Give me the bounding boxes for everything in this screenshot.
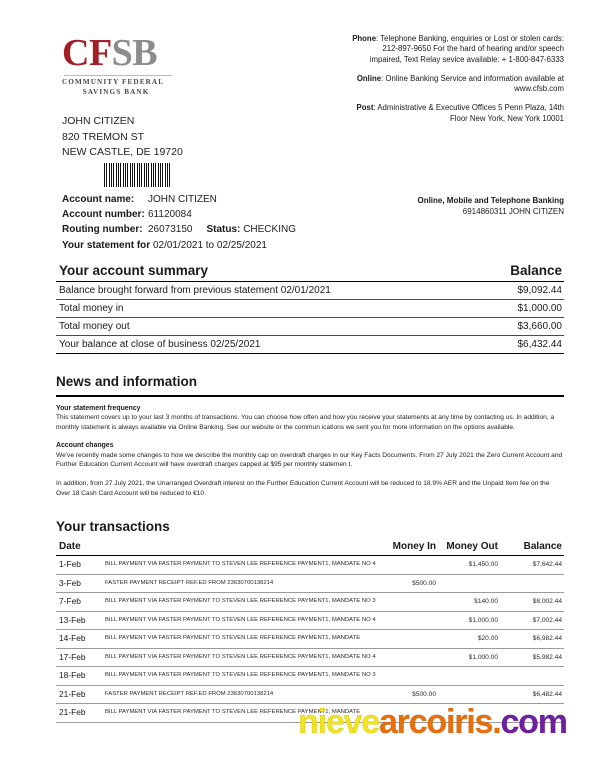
tx-money-out xyxy=(438,685,500,704)
watermark xyxy=(298,703,567,742)
table-row xyxy=(56,630,564,649)
transactions-header-row xyxy=(56,539,564,556)
tx-balance: $7,642.44 xyxy=(500,556,564,575)
summary-row-label: Balance brought forward from previous statement 02/01/2021 xyxy=(56,281,478,299)
account-name-row xyxy=(62,192,296,207)
summary-title: Your account summary xyxy=(56,260,478,282)
contact-post xyxy=(349,103,564,124)
account-name-value: JOHN CITIZEN xyxy=(148,193,217,205)
tx-money-in xyxy=(380,648,438,667)
tx-date: 13-Feb xyxy=(56,611,102,630)
news-block-heading: Account changes xyxy=(56,442,114,450)
logo-divider xyxy=(64,75,172,76)
tx-date: 17-Feb xyxy=(56,648,102,667)
tx-date: 7-Feb xyxy=(56,593,102,612)
tx-balance: $6,482.44 xyxy=(500,685,564,704)
table-row xyxy=(56,335,564,353)
tx-money-in xyxy=(380,593,438,612)
omt-value: 6914860311 JOHN CITIZEN xyxy=(462,206,564,216)
bank-logo-block xyxy=(62,34,272,161)
logo-text-cf: CF xyxy=(62,32,112,74)
contact-online-label: Online xyxy=(356,73,382,83)
table-row xyxy=(56,685,564,704)
contact-information xyxy=(349,34,564,161)
table-row xyxy=(56,611,564,630)
tx-money-in xyxy=(380,611,438,630)
tx-money-in xyxy=(380,556,438,575)
tx-description: FASTER PAYMENT RECEIPT REF.ED FROM 23630700138214 xyxy=(102,685,380,704)
account-number-label: Account number: xyxy=(62,208,145,220)
barcode-icon xyxy=(104,163,170,187)
tx-date: 14-Feb xyxy=(56,630,102,649)
table-row xyxy=(56,574,564,593)
account-status-value: CHECKING xyxy=(243,223,296,235)
contact-phone-text: : Telephone Banking, enquiries or Lost or stolen cards: 212-897-9650 For the hard of hearing and/or speech impaired, Text Relay sevice available: + 1-800-847-6333 xyxy=(369,34,564,64)
tx-description: BILL PAYMENT VIA FASTER PAYMENT TO STEVEN LEE REFERENCE PAYMENT1, MANDATE NO 3 xyxy=(102,667,380,686)
news-section-title: News and information xyxy=(56,373,198,389)
tx-date: 18-Feb xyxy=(56,667,102,686)
customer-address-block xyxy=(62,114,272,161)
tx-balance: $6,982.44 xyxy=(500,630,564,649)
news-block-text: We've recently made some changes to how we describe the monthly cap on overdraft charges in our Key Facts Documents. From 27 July 2021 the Zero Current Account and Further Education Current Account will have overdraft charges capped at $95 per monthly statemen t. xyxy=(56,451,563,469)
account-summary-table xyxy=(56,260,564,354)
tx-money-in: $500.00 xyxy=(380,685,438,704)
account-name-label: Account name: xyxy=(62,193,135,205)
table-row xyxy=(56,281,564,299)
account-details xyxy=(62,163,296,254)
tx-money-out: $1,000.00 xyxy=(438,611,500,630)
contact-online-text: : Online Banking Service and information available at www.cfsb.com xyxy=(381,73,564,94)
tx-money-out xyxy=(438,574,500,593)
column-header-description xyxy=(102,539,380,556)
statement-period-value: 02/01/2021 to 02/25/2021 xyxy=(152,239,267,251)
transactions-section-title: Your transactions xyxy=(56,519,170,535)
customer-name: JOHN CITIZEN xyxy=(62,115,135,127)
tx-balance: $8,002.44 xyxy=(500,593,564,612)
tx-date: 1-Feb xyxy=(56,556,102,575)
online-mobile-telephone-banking xyxy=(364,163,564,254)
statement-period-row xyxy=(62,238,296,254)
contact-phone xyxy=(349,34,564,65)
news-block xyxy=(56,479,564,498)
table-row xyxy=(56,593,564,612)
news-block-text: In addition, from 27 July 2021, the Unarranged Overdraft interest on the Further Education Current Account will be reduced to 18.9% AER and the Unpaid Item fee on the Over 18 Cash Card Account will be reduced to €10. xyxy=(56,480,550,497)
contact-post-text: : Administrative & Executive Offices 5 Penn Plaza, 14th Floor New York, New York 10001 xyxy=(373,103,564,123)
logo-text-sb: SB xyxy=(111,32,158,74)
news-block-heading: Your statement frequency xyxy=(56,404,141,412)
routing-number-row xyxy=(62,222,296,237)
summary-row-amount: $9,092.44 xyxy=(478,281,564,299)
tx-description: BILL PAYMENT VIA FASTER PAYMENT TO STEVEN LEE REFERENCE PAYMENT1, MANDATE xyxy=(102,704,380,723)
tx-balance xyxy=(500,574,564,593)
tx-balance: $5,982.44 xyxy=(500,648,564,667)
summary-row-label: Total money in xyxy=(56,299,478,317)
watermark-part2: arcoiris. xyxy=(378,703,501,741)
summary-row-label: Your balance at close of business 02/25/2021 xyxy=(56,335,478,353)
contact-online xyxy=(349,74,564,95)
summary-row-amount: $1,000.00 xyxy=(478,299,564,317)
tx-money-in xyxy=(380,667,438,686)
tx-description: FASTER PAYMENT RECEIPT REF.ED FROM 23630700138214 xyxy=(102,574,380,593)
tx-money-out: $140.00 xyxy=(438,593,500,612)
table-row xyxy=(56,556,564,575)
transactions-table xyxy=(56,539,564,723)
contact-phone-label: Phone xyxy=(352,34,377,43)
tx-description: BILL PAYMENT VIA FASTER PAYMENT TO STEVEN LEE REFERENCE PAYMENT1, MANDATE NO 4 xyxy=(102,648,380,667)
column-header-date: Date xyxy=(56,539,102,556)
logo-subtitle-secondary: SAVINGS BANK xyxy=(82,88,150,96)
summary-balance-header: Balance xyxy=(478,260,564,282)
table-row xyxy=(56,299,564,317)
tx-description: BILL PAYMENT VIA FASTER PAYMENT TO STEVEN LEE REFERENCE PAYMENT1, MANDATE NO 4 xyxy=(102,556,380,575)
news-block xyxy=(56,404,564,433)
tx-date: 21-Feb xyxy=(56,685,102,704)
summary-row-amount: $3,660.00 xyxy=(478,317,564,335)
tx-balance xyxy=(500,667,564,686)
contact-post-label: Post xyxy=(356,103,374,113)
news-divider xyxy=(56,395,564,397)
news-block xyxy=(56,441,564,470)
summary-row-amount: $6,432.44 xyxy=(478,335,564,353)
tx-description: BILL PAYMENT VIA FASTER PAYMENT TO STEVEN LEE REFERENCE PAYMENT1, MANDATE NO 3 xyxy=(102,593,380,612)
summary-body xyxy=(56,281,564,353)
watermark-part3: com xyxy=(500,703,567,741)
omt-title: Online, Mobile and Telephone Banking xyxy=(417,195,564,205)
routing-number-label: Routing number: xyxy=(62,223,143,235)
logo-subtitle-primary: COMMUNITY FEDERAL xyxy=(62,78,165,86)
watermark-part1: nieve xyxy=(298,703,379,741)
news-body xyxy=(56,404,564,499)
tx-date: 3-Feb xyxy=(56,574,102,593)
tx-date: 21-Feb xyxy=(56,704,102,723)
column-header-money-in: Money In xyxy=(380,539,438,556)
summary-header-row xyxy=(56,260,564,282)
tx-balance: $7,002.44 xyxy=(500,611,564,630)
transactions-body xyxy=(56,556,564,723)
tx-money-out: $1,000.00 xyxy=(438,648,500,667)
bank-logo xyxy=(62,34,272,72)
tx-money-in xyxy=(380,630,438,649)
routing-number-value: 26073150 xyxy=(148,223,193,235)
summary-row-label: Total money out xyxy=(56,317,478,335)
customer-address-line1: 820 TREMON ST xyxy=(62,130,145,143)
tx-description: BILL PAYMENT VIA FASTER PAYMENT TO STEVEN LEE REFERENCE PAYMENT1, MANDATE NO 4 xyxy=(102,611,380,630)
account-number-row xyxy=(62,207,296,222)
tx-money-in: $500.00 xyxy=(380,574,438,593)
tx-description: BILL PAYMENT VIA FASTER PAYMENT TO STEVEN LEE REFERENCE PAYMENT1, MANDATE xyxy=(102,630,380,649)
account-details-section xyxy=(0,163,610,254)
column-header-money-out: Money Out xyxy=(438,539,500,556)
table-row xyxy=(56,648,564,667)
tx-money-out xyxy=(438,667,500,686)
account-status-label: Status: xyxy=(206,223,241,235)
account-number-value: 61120084 xyxy=(148,208,192,220)
statement-period-label: Your statement for xyxy=(62,239,151,251)
tx-money-out: $1,450.00 xyxy=(438,556,500,575)
statement-header xyxy=(0,0,610,161)
tx-money-out: $20.00 xyxy=(438,630,500,649)
column-header-balance: Balance xyxy=(500,539,564,556)
customer-address-line2: NEW CASTLE, DE 19720 xyxy=(62,146,183,158)
news-block-text: This statement covers up to your last 3 months of transactions. You can choose how often and how you receive your statements at any time by contacting us. In addition, a monthly statement is always available via Online Banking. See our website or the commun ications we sent you for more information on the options available. xyxy=(56,414,555,431)
table-row xyxy=(56,317,564,335)
table-row xyxy=(56,667,564,686)
